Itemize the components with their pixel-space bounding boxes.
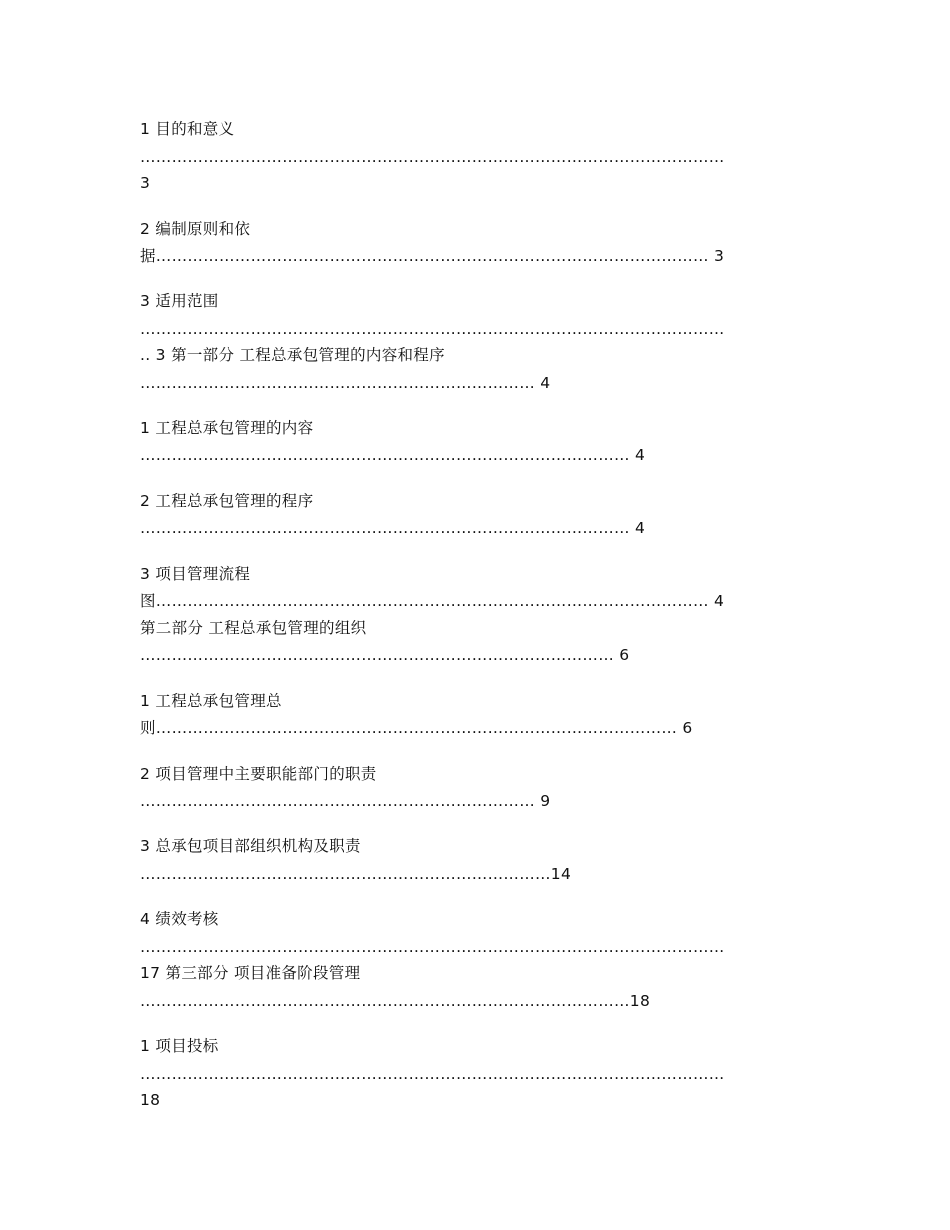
toc-heading-assessment: 4 绩效考核 xyxy=(140,910,219,928)
toc-heading-procedure: 2 工程总承包管理的程序 xyxy=(140,492,314,510)
toc-heading-part-two: 第二部分 工程总承包管理的组织 xyxy=(140,619,367,637)
toc-leader-with-page: ……………………………………………………………………14 xyxy=(140,865,572,883)
toc-leader-with-page: 则……………………………………………………………………………………… 6 xyxy=(140,719,693,737)
toc-heading-part-one: .. 3 第一部分 工程总承包管理的内容和程序 xyxy=(140,346,445,364)
toc-heading-departments: 2 项目管理中主要职能部门的职责 xyxy=(140,765,377,783)
toc-leader-dots: ………………………………………………………………………………………………… xyxy=(140,938,725,956)
toc-heading-scope: 3 适用范围 xyxy=(140,292,219,310)
toc-leader-with-page: ………………………………………………………………………………… 4 xyxy=(140,519,646,537)
toc-heading-general: 1 工程总承包管理总 xyxy=(140,692,282,710)
toc-heading-purpose: 1 目的和意义 xyxy=(140,120,235,138)
toc-heading-bidding: 1 项目投标 xyxy=(140,1037,219,1055)
toc-leader-with-page: ……………………………………………………………………………… 6 xyxy=(140,646,630,664)
toc-page-number: 3 xyxy=(140,174,151,192)
toc-heading-organization: 3 总承包项目部组织机构及职责 xyxy=(140,837,361,855)
toc-heading-principles: 2 编制原则和依 xyxy=(140,220,251,238)
toc-leader-with-page: ………………………………………………………………… 4 xyxy=(140,374,551,392)
toc-leader-with-page: 据…………………………………………………………………………………………… 3 xyxy=(140,247,725,265)
toc-leader-with-page: 图…………………………………………………………………………………………… 4 xyxy=(140,592,725,610)
toc-leader-with-page: ………………………………………………………………………………… 4 xyxy=(140,446,646,464)
toc-leader-dots: ………………………………………………………………………………………………… xyxy=(140,320,725,338)
toc-leader-dots: ………………………………………………………………………………………………… xyxy=(140,148,725,166)
toc-heading-part-three: 17 第三部分 项目准备阶段管理 xyxy=(140,964,361,982)
toc-leader-dots: ………………………………………………………………………………………………… xyxy=(140,1065,725,1083)
toc-leader-with-page: ………………………………………………………………… 9 xyxy=(140,792,551,810)
toc-heading-content: 1 工程总承包管理的内容 xyxy=(140,419,314,437)
toc-page-number: 18 xyxy=(140,1091,161,1109)
toc-heading-flowchart: 3 项目管理流程 xyxy=(140,565,251,583)
toc-leader-with-page: …………………………………………………………………………………18 xyxy=(140,992,651,1010)
